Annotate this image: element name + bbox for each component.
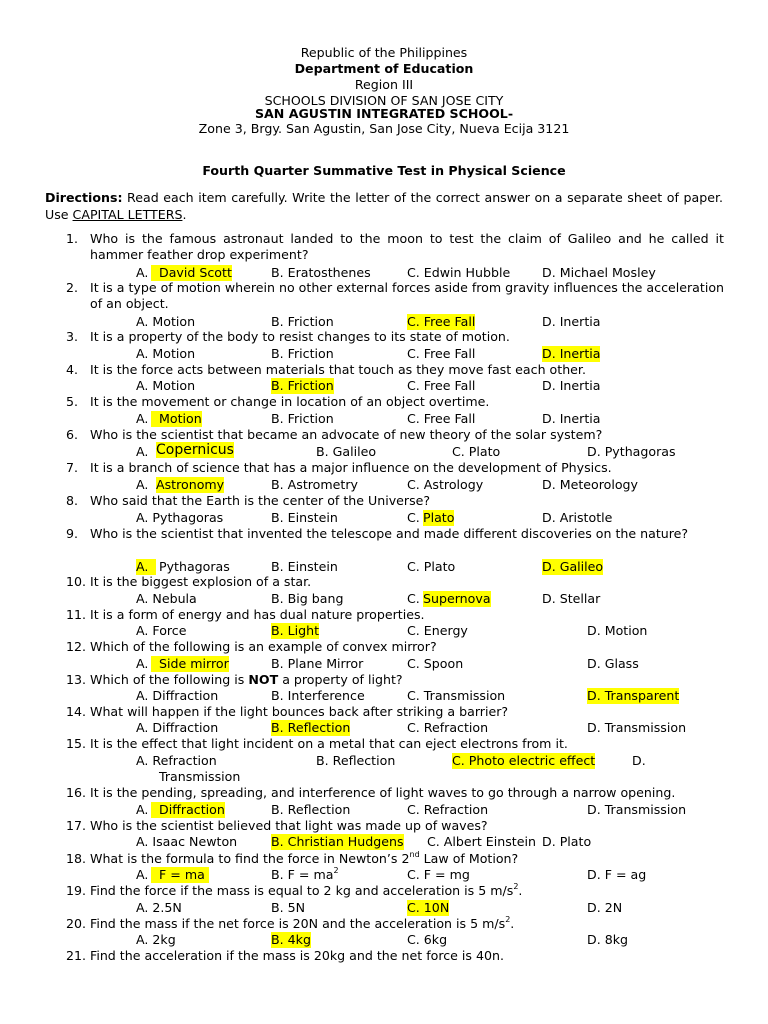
option-b-answer: B. Friction [271, 378, 334, 393]
option-c: C. Plato [452, 444, 501, 459]
option-a: A. 2kg [136, 932, 176, 947]
header-republic: Republic of the Philippines [300, 45, 468, 60]
option-c: C. Spoon [407, 656, 464, 671]
option-d: D. 8kg [587, 932, 629, 947]
option-b: B. Big bang [271, 591, 344, 606]
option-b: B. Galileo [316, 444, 377, 459]
option-a: A. 2.5N [136, 900, 182, 915]
option-d: D. Michael Mosley [542, 265, 656, 280]
option-b: B. Friction [271, 314, 334, 329]
question-text: Who is the famous astronaut landed to the moon to test the claim of Galileo and he called it hammer feather drop experiment? [90, 231, 724, 263]
question-text-part: . [510, 916, 515, 931]
question-number: 15. [66, 736, 87, 751]
question-text [90, 851, 724, 867]
question-text: Which of the following is an example of convex mirror? [90, 639, 437, 654]
question-number: 7. [66, 460, 79, 475]
option-b [271, 867, 339, 883]
question-number: 3. [66, 329, 79, 344]
question-number: 14. [66, 704, 87, 719]
option-b: B. 5N [271, 900, 306, 915]
option-a: A. [136, 656, 149, 671]
question-10 [66, 574, 724, 590]
option-d: D. F = ag [587, 867, 647, 882]
option-a-text: Side mirror [159, 656, 229, 671]
option-a: A. Motion [136, 314, 196, 329]
option-a-letter: A. [136, 559, 149, 574]
option-a: A. Motion [136, 346, 196, 361]
option-b-text: B. F = ma [271, 867, 334, 882]
question-text [90, 672, 724, 688]
option-b: B. Friction [271, 346, 334, 361]
question-text-part: Find the force if the mass is equal to 2 kg and acceleration is 5 m/s [90, 883, 514, 898]
question-18 [66, 851, 724, 867]
directions [45, 190, 723, 223]
question-number: 6. [66, 427, 79, 442]
question-number: 8. [66, 493, 79, 508]
option-b-answer: B. 4kg [271, 932, 311, 947]
option-c: C. Albert Einstein [427, 834, 536, 849]
option-a: A. [136, 802, 149, 817]
header-address: Zone 3, Brgy. San Agustin, San Jose City, Nueva Ecija 3121 [198, 121, 570, 136]
option-c: C. Transmission [407, 688, 506, 703]
test-title: Fourth Quarter Summative Test in Physical Science [202, 163, 566, 178]
question-number: 13. [66, 672, 87, 687]
option-b: B. Einstein [271, 559, 338, 574]
question-text-part: Find the mass if the net force is 20N and the acceleration is 5 m/s [90, 916, 506, 931]
option-c: C. F = mg [407, 867, 470, 882]
question-11 [66, 607, 724, 623]
option-a: A. [136, 444, 149, 459]
question-text: It is a type of motion wherein no other external forces aside from gravity influences the acceleration of an object. [90, 280, 725, 312]
question-text: It is the effect that light incident on a metal that can eject electrons from it. [90, 736, 568, 751]
option-a: A. Motion [136, 378, 196, 393]
question-text: Who said that the Earth is the center of the Universe? [90, 493, 431, 508]
option-a: A. Force [136, 623, 187, 638]
question-number: 18. [66, 851, 87, 866]
header-division: SCHOOLS DIVISION OF SAN JOSE CITY [264, 93, 504, 108]
option-d: D. Inertia [542, 411, 601, 426]
option-c: C. Edwin Hubble [407, 265, 511, 280]
option-d-answer: D. Galileo [542, 559, 604, 574]
directions-text: Read each item carefully. Write the letter of the correct answer on a separate sheet of paper. Use [45, 190, 723, 222]
option-a: A. [136, 411, 149, 426]
option-d-answer: D. Inertia [542, 346, 601, 361]
option-b: B. Reflection [271, 802, 351, 817]
question-text: Who is the scientist that invented the telescope and made different discoveries on the nature? [90, 526, 689, 541]
option-b-answer: B. Light [271, 623, 320, 638]
question-text [90, 883, 724, 899]
option-a: A. Refraction [136, 753, 217, 768]
option-b: B. Eratosthenes [271, 265, 371, 280]
option-c: C. Free Fall [407, 378, 476, 393]
question-8 [66, 493, 724, 509]
option-d: D. Inertia [542, 378, 601, 393]
question-number: 5. [66, 394, 79, 409]
question-text: It is a form of energy and has dual nature properties. [90, 607, 425, 622]
option-b: B. Reflection [316, 753, 396, 768]
question-text-part: What is the formula to find the force in Newton’s 2 [90, 851, 410, 866]
option-d: D. Aristotle [542, 510, 613, 525]
question-number: 9. [66, 526, 79, 541]
question-text-part: Law of Motion? [419, 851, 519, 866]
question-7 [66, 460, 724, 476]
option-b: B. Plane Mirror [271, 656, 364, 671]
option-d: D. Meteorology [542, 477, 638, 492]
question-text-part: a property of light? [278, 672, 403, 687]
option-a-text: Diffraction [159, 802, 225, 817]
question-text: It is a branch of science that has a major influence on the development of Physics. [90, 460, 612, 475]
question-text: Find the acceleration if the mass is 20kg and the net force is 40n. [90, 948, 504, 963]
question-3 [66, 329, 724, 345]
option-c: C. [407, 591, 420, 606]
superscript: nd [409, 850, 420, 859]
option-a-answer [151, 656, 229, 672]
question-text-emphasis: NOT [248, 672, 279, 687]
option-a: A. [136, 477, 149, 492]
option-d: D. Pythagoras [587, 444, 676, 459]
option-c-answer: C. Free Fall [407, 314, 476, 329]
header-department: Department of Education [294, 61, 474, 76]
superscript: 2 [513, 882, 519, 891]
option-a-text: F = ma [159, 867, 205, 882]
superscript: 2 [333, 866, 339, 875]
option-d: D. Glass [587, 656, 639, 671]
option-d: D. 2N [587, 900, 623, 915]
directions-end: . [182, 206, 187, 222]
directions-label: Directions: [45, 190, 123, 205]
option-a-answer: Astronomy [156, 477, 225, 492]
option-b: B. Einstein [271, 510, 338, 525]
question-number: 2. [66, 280, 79, 295]
question-14 [66, 704, 724, 720]
option-a: A. Pythagoras [136, 510, 224, 525]
option-c: C. Energy [407, 623, 468, 638]
option-a: A. Diffraction [136, 688, 219, 703]
option-a-text: David Scott [159, 265, 232, 280]
option-c: C. Refraction [407, 720, 489, 735]
option-a-answer [151, 411, 202, 427]
option-a: A. Nebula [136, 591, 197, 606]
question-6 [66, 427, 724, 443]
option-d: D. Inertia [542, 314, 601, 329]
option-b: B. Interference [271, 688, 365, 703]
question-15 [66, 736, 724, 752]
option-a: A. [136, 867, 149, 882]
option-a: A. Diffraction [136, 720, 219, 735]
option-c: C. [407, 510, 420, 525]
question-4 [66, 362, 724, 378]
question-21 [66, 948, 724, 964]
option-c: C. Astrology [407, 477, 484, 492]
question-9 [66, 526, 724, 542]
option-b-answer: B. Christian Hudgens [271, 834, 404, 849]
option-c-answer: Supernova [423, 591, 491, 606]
option-d: D. Transmission [587, 720, 687, 735]
option-b: B. Astrometry [271, 477, 358, 492]
question-17 [66, 818, 724, 834]
question-number: 1. [66, 231, 79, 246]
question-text: It is the force acts between materials that touch as they move fast each other. [90, 362, 586, 377]
superscript: 2 [505, 915, 511, 924]
question-5 [66, 394, 724, 410]
option-c: C. Free Fall [407, 411, 476, 426]
question-16 [66, 785, 724, 801]
question-number: 21. [66, 948, 87, 963]
header-region: Region III [354, 77, 414, 92]
question-20 [66, 916, 724, 932]
option-c-answer: C. Photo electric effect [452, 753, 596, 768]
option-c: C. Plato [407, 559, 456, 574]
option-a: Pythagoras [159, 559, 230, 574]
question-text: It is the biggest explosion of a star. [90, 574, 312, 589]
question-text: It is the pending, spreading, and interference of light waves to go through a narrow opening. [90, 785, 676, 800]
question-number: 16. [66, 785, 87, 800]
question-number: 10. [66, 574, 87, 589]
option-c-answer: Plato [423, 510, 455, 525]
option-d-text: Transmission [159, 769, 241, 784]
question-text: It is the movement or change in location of an object overtime. [90, 394, 490, 409]
question-number: 19. [66, 883, 87, 898]
question-text: It is a property of the body to resist changes to its state of motion. [90, 329, 510, 344]
option-a-answer [151, 802, 225, 818]
directions-underlined: CAPITAL LETTERS [72, 206, 183, 222]
question-text: What will happen if the light bounces back after striking a barrier? [90, 704, 509, 719]
option-a: A. [136, 265, 149, 280]
option-a-answer [151, 265, 232, 281]
question-number: 17. [66, 818, 87, 833]
option-d: D. [632, 753, 646, 768]
question-text [90, 916, 724, 932]
option-c: C. 6kg [407, 932, 448, 947]
option-c: C. Refraction [407, 802, 489, 817]
option-a-answer [136, 559, 156, 575]
question-text-part: Which of the following is [90, 672, 249, 687]
question-19 [66, 883, 724, 899]
question-number: 4. [66, 362, 79, 377]
question-12 [66, 639, 724, 655]
option-a-text: Motion [159, 411, 202, 426]
option-a: A. Isaac Newton [136, 834, 238, 849]
question-13 [66, 672, 724, 688]
question-text: Who is the scientist that became an advocate of new theory of the solar system? [90, 427, 603, 442]
option-c-answer: C. 10N [407, 900, 450, 915]
option-d: D. Stellar [542, 591, 601, 606]
header-school: SAN AGUSTIN INTEGRATED SCHOOL- [254, 106, 514, 121]
option-d: D. Transmission [587, 802, 687, 817]
option-a-answer: Copernicus [156, 442, 234, 458]
option-d-answer: D. Transparent [587, 688, 680, 703]
option-d: D. Plato [542, 834, 592, 849]
option-a-answer [151, 867, 209, 883]
option-d: D. Motion [587, 623, 648, 638]
question-2 [66, 280, 724, 313]
question-number: 12. [66, 639, 87, 654]
question-1 [66, 231, 724, 264]
option-c: C. Free Fall [407, 346, 476, 361]
option-b-answer: B. Reflection [271, 720, 351, 735]
question-number: 20. [66, 916, 87, 931]
option-b: B. Friction [271, 411, 334, 426]
question-text-part: . [518, 883, 523, 898]
question-number: 11. [66, 607, 87, 622]
question-text: Who is the scientist believed that light was made up of waves? [90, 818, 488, 833]
